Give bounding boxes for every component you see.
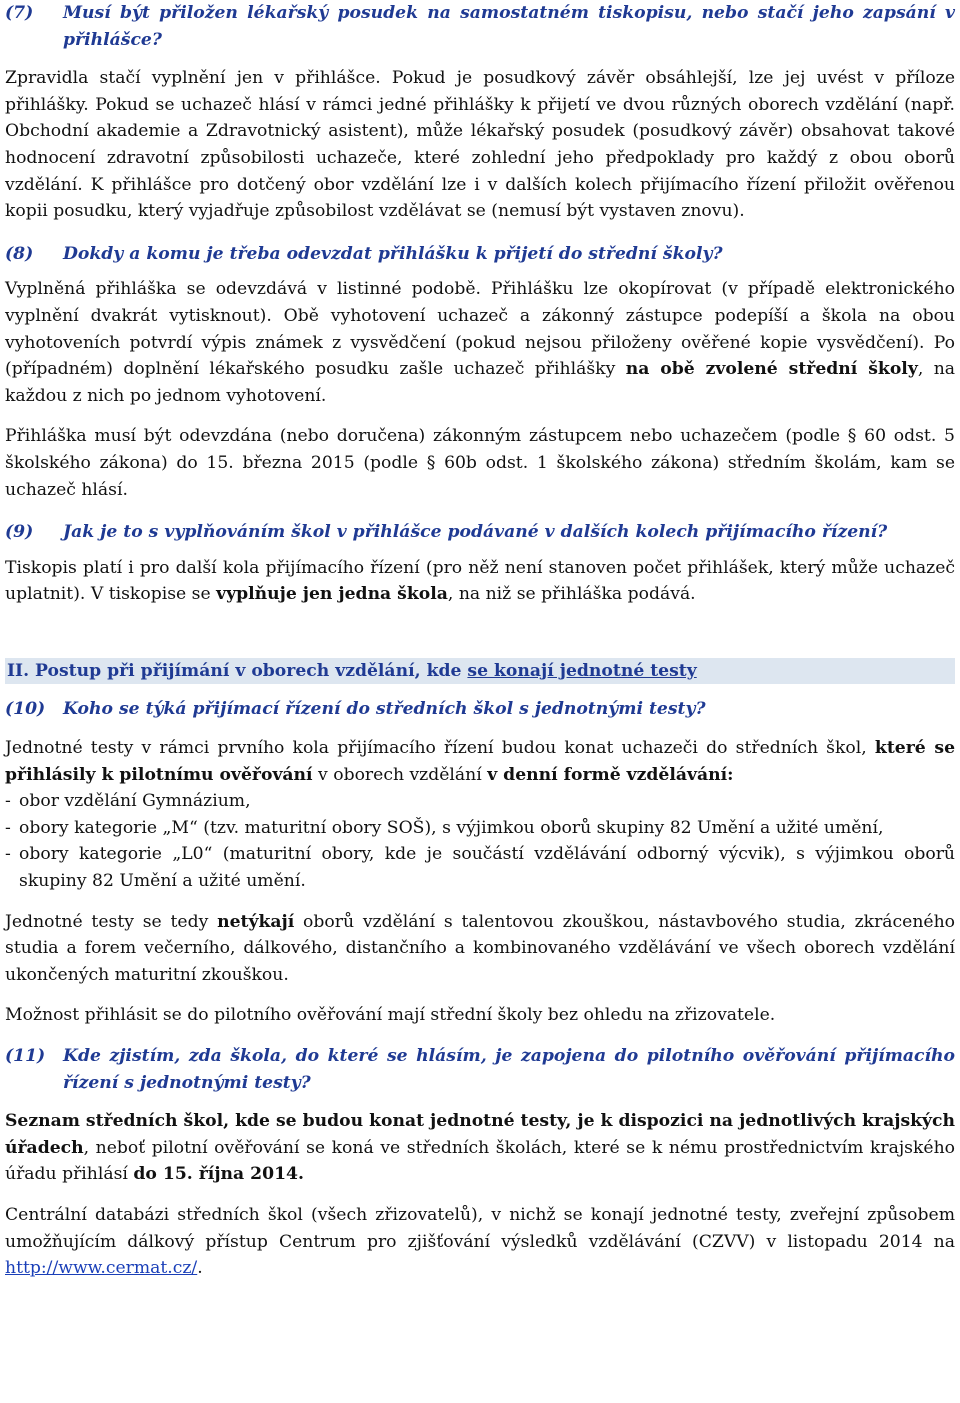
list-item [5, 815, 955, 842]
question-number: (7) [5, 3, 34, 23]
list-dash: - [5, 844, 11, 865]
list-item-text: obor vzdělání Gymnázium, [19, 791, 251, 812]
section-title: II. Postup při přijímání v oborech vzdělání, kde [7, 660, 468, 681]
answer-7-paragraph: Zpravidla stačí vyplnění jen v přihlášce. Pokud je posudkový závěr obsáhlejší, lze jej uvést v příloze přihlášky. Pokud se uchazeč hlásí v rámci jedné přihlášky k přijetí ve dvou různých oborech vzdělání (např. Obchodní akademie a Zdravotnický asistent), může lékařský posudek (posudkový závěr) obsahovat takové hodnocení zdravotní způsobilosti uchazeče, které zohlední jeho předpoklady pro každý z obou oborů vzdělání. K přihlášce pro dotčený obor vzdělání lze i v dalších kolech přijímacího řízení přiložit ověřenou kopii posudku, který vyjadřuje způsobilost vzdělávat se (nemusí být vystaven znovu). [5, 68, 955, 222]
bold-run: vyplňuje jen jedna škola [216, 584, 448, 605]
question-10-heading [5, 696, 955, 723]
text-run: oborů vzdělání s talentovou zkouškou, nástavbového studia, zkráceného studia a forem večerního, dálkového, distančního a kombinovaného vzdělávání ve všech oborech vzdělání ukončených maturitní zkouškou. [5, 911, 955, 985]
list-item [5, 841, 955, 894]
text-run: , neboť pilotní ověřování se koná ve středních školách, které se k nému prostřednictvím krajského úřadu přihlásí [5, 1137, 955, 1185]
question-number: (9) [5, 522, 34, 543]
question-11-heading [5, 1043, 955, 1096]
question-title: Dokdy a komu je třeba odevzdat přihlášku k přijetí do střední školy? [63, 243, 723, 264]
section-2-heading [5, 658, 955, 685]
question-title: Kde zjistím, zda škola, do které se hlásím, je zapojena do pilotního ověřování přijímacího řízení s jednotnými testy? [63, 1046, 955, 1093]
question-number: (8) [5, 243, 34, 264]
question-title: Jak je to s vyplňováním škol v přihlášce podávané v dalších kolech přijímacího řízení? [63, 522, 888, 543]
answer-11-paragraph-2 [5, 1202, 955, 1282]
answer-10-paragraph-2 [5, 909, 955, 989]
question-number: (10) [5, 699, 46, 720]
list-dash: - [5, 791, 11, 812]
list-item-text: obory kategorie „M“ (tzv. maturitní obory SOŠ), s výjimkou oborů skupiny 82 Umění a užité umění, [19, 817, 884, 838]
answer-9-paragraph [5, 555, 955, 608]
list-dash: - [5, 817, 11, 838]
bold-run: které se přihlásily k pilotnímu ověřování [5, 738, 956, 785]
question-number: (11) [5, 1046, 46, 1066]
text-run: Centrální databázi středních škol (všech zřizovatelů), v nichž se konají jednotné testy, zveřejní způsobem umožňujícím dálkový přístup Centrum pro zjišťování výsledků vzdělávání (CZVV) v listopadu 2014 na [5, 1204, 955, 1252]
list-item-text: obory kategorie „L0“ (maturitní obory, kde je součástí vzdělávání odborný výcvik), s výjimkou oborů skupiny 82 Umění a užité umění. [19, 844, 955, 892]
text-run: Jednotné testy se tedy [5, 911, 218, 932]
answer-8-paragraph-1 [5, 276, 955, 409]
question-title: Koho se týká přijímací řízení do středních škol s jednotnými testy? [63, 699, 706, 720]
question-title: Musí být přiložen lékařský posudek na samostatném tiskopisu, nebo stačí jeho zapsání v přihlášce? [63, 3, 955, 50]
section-title-underlined: se konají jednotné testy [467, 660, 697, 681]
answer-10-paragraph-1 [5, 735, 955, 788]
text-run: Jednotné testy v rámci prvního kola přijímacího řízení budou konat uchazeči do středních škol, [5, 738, 875, 759]
list-item [5, 788, 955, 815]
bold-run: do 15. října 2014. [133, 1164, 304, 1185]
text-run: v oborech vzdělání [312, 764, 488, 785]
bold-run: netýkají [217, 911, 295, 932]
question-7-heading [5, 0, 955, 53]
bold-run: v denní formě vzdělávání: [487, 764, 734, 785]
answer-10-paragraph-3: Možnost přihlásit se do pilotního ověřování mají střední školy bez ohledu na zřizovatele. [5, 1005, 776, 1026]
text-run: . [197, 1258, 203, 1279]
bold-run: Seznam středních škol, kde se budou konat jednotné testy, je k dispozici na jednotlivých krajských úřadech [5, 1111, 955, 1158]
text-run: , na niž se přihláška podává. [447, 584, 696, 605]
question-8-heading [5, 241, 955, 268]
answer-8-paragraph-2: Přihláška musí být odevzdána (nebo doručena) zákonným zástupcem nebo uchazečem (podle § 60 odst. 5 školského zákona) do 15. března 2015 (podle § 60b odst. 1 školského zákona) středním školám, kam se uchazeč hlásí. [5, 426, 955, 500]
bold-run: na obě zvolené střední školy [625, 359, 918, 380]
text-run: Tiskopis platí i pro další kola přijímacího řízení (pro něž není stanoven počet přihlášek, který může uchazeč uplatnit). V tiskopise se [5, 557, 955, 605]
answer-11-paragraph-1 [5, 1108, 955, 1188]
text-run: Vyplněná přihláška se odevzdává v listinné podobě. Přihlášku lze okopírovat (v případě elektronického vyplnění dvakrát vytisknout). Obě vyhotovení uchazeč a zákonný zástupce podepíší a škola na obou vyhotoveních potvrdí výpis známek z vysvědčení (pokud nejsou přiloženy ověřené kopie vysvědčení). Po (případném) doplnění lékařského posudku zašle uchazeč přihlášky [5, 279, 955, 380]
question-9-heading [5, 519, 955, 546]
cermat-link[interactable]: http://www.cermat.cz/ [5, 1258, 198, 1279]
text-run: , na každou z nich po jednom vyhotovení. [5, 359, 956, 406]
